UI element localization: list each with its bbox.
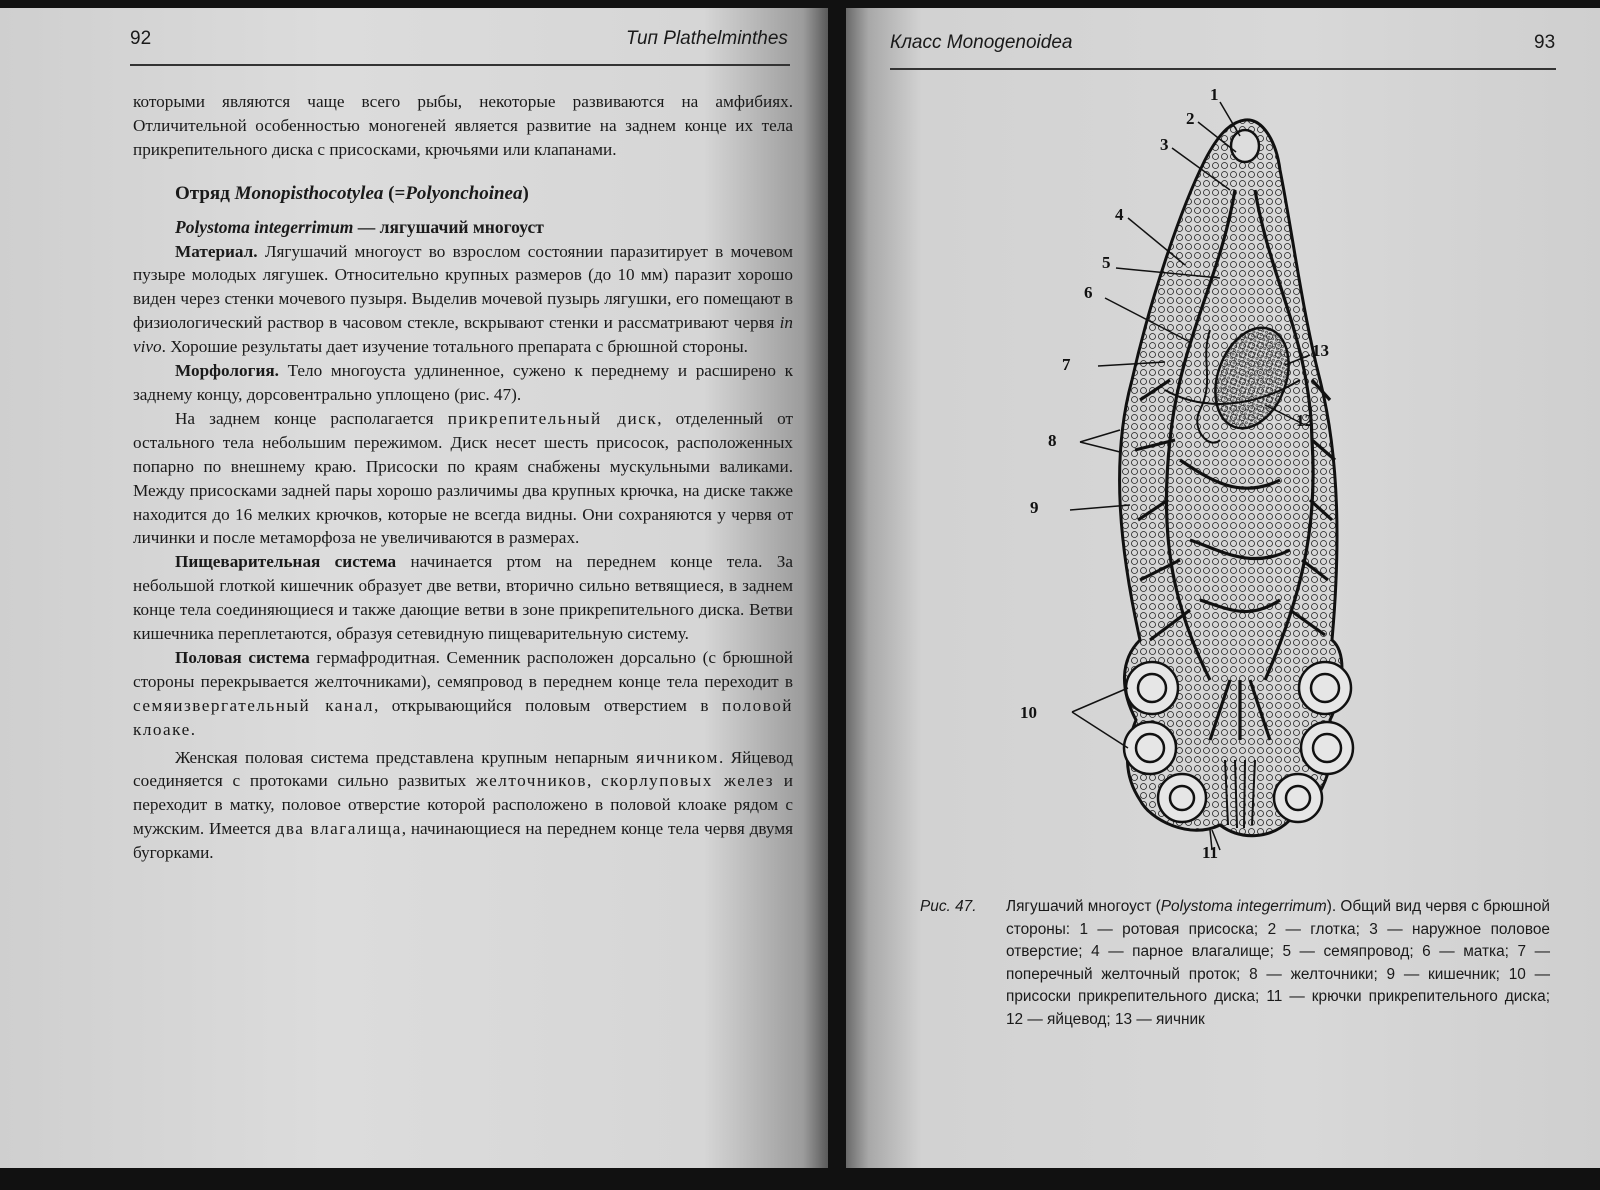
label-7: 7 xyxy=(1062,355,1071,374)
oral-sucker xyxy=(1231,130,1259,162)
label-1: 1 xyxy=(1210,85,1219,104)
morphology-paragraph: Морфология. Тело многоуста удлиненное, сужено к переднему и расширено к заднему концу, дорсовентрально уплощено (рис. 47). xyxy=(133,361,793,404)
figure-caption: Рис. 47. Лягушачий многоуст (Polystoma integerrimum). Общий вид червя с брюшной стороны: 1 — ротовая присоска; 2 — глотка; 3 — наружное половое отверстие; 4 — парное влагалище; 5 — семяпровод; 6 — матка; 7 — поперечный желточный проток; 8 — желточники; 9 — кишечник; 10 — присоски прикрепительного диска; 11 — крючки прикрепительного диска; 12 — яйцевод; 13 — яичник xyxy=(920,898,1550,1028)
material-paragraph: Материал. Лягушачий многоуст во взрослом состоянии паразитирует в мочевом пузыре молодых лягушек. Относительно крупных размеров (до 10 мм) паразит хорошо виден через стенки мочевого пузыря. Выделив мочевой пузырь лягушки, его помещают в физиологический раствор в часовом стекле, вскрывают стенки и рассматривают червя in vivo. Хорошие результаты дает изучение тотального препарата с брюшной стороны. xyxy=(133,241,793,357)
label-8: 8 xyxy=(1048,431,1057,450)
label-6: 6 xyxy=(1084,283,1093,302)
order-heading: Отряд Monopisthocotylea (=Polyonchoinea) xyxy=(175,182,529,204)
intro-paragraph: которыми являются чаще всего рыбы, некоторые развиваются на амфибиях. Отличительной особенностью моногеней является развитие на заднем конце их тела прикрепительного диска с присосками, крючьями или клапанами. xyxy=(133,92,793,159)
caption-items: 1 — ротовая присоска; 2 — глотка; 3 — наружное половое отверстие; 4 — парное влагалище; 5 — семяпровод; 6 — матка; 7 — поперечный желточный проток; 8 — желточники; 9 — кишечник; 10 — присоски прикрепительного диска; 11 — крючки прикрепительного диска; 12 — яйцевод; 13 — яичник xyxy=(1006,920,1550,1028)
header-rule xyxy=(890,68,1556,70)
label-10: 10 xyxy=(1020,703,1037,722)
disk-paragraph: На заднем конце располагается прикрепительный диск, отделенный от остального тела небольшим пережимом. Диск несет шесть присосок, расположенных попарно по внешнему краю. Присоски по краям снабжены мускульными валиками. Между присосками задней пары хорошо различимы два крупных крючка, на диске также находится до 16 мелких крючков, которые не всегда видны. Они сохраняются у червя от личинки и после метаморфоза не увеличиваются в размерах. xyxy=(133,408,793,548)
label-4: 4 xyxy=(1115,205,1124,224)
caption-label: Рис. 47. xyxy=(920,898,977,915)
label-9: 9 xyxy=(1030,498,1039,517)
species-heading: Polystoma integerrimum — лягушачий многоуст xyxy=(175,216,544,237)
body-text xyxy=(133,90,793,865)
label-3: 3 xyxy=(1160,135,1169,154)
page-number: 93 xyxy=(1534,32,1556,53)
digestive-paragraph: Пищеварительная система начинается ртом на переднем конце тела. За небольшой глоткой кишечник образует две ветви, вторично сильно ветвящиеся, в заднем конце тела соединяющиеся и также дающие ветви в зоне прикрепительного диска. Ветви кишечника переплетаются, образуя сетевидную пищеварительную систему. xyxy=(133,552,794,644)
left-page xyxy=(0,8,828,1168)
female-system-paragraph: Женская половая система представлена крупным непарным яичником. Яйцевод соединяется с протоками сильно развитых желточников, скорлуповых желез и переходит в матку, половое отверстие которой расположено в половой клоаке рядом с мужским. Имеется два влагалища, начинающиеся на переднем конце тела червя двумя бугорками. xyxy=(133,747,793,863)
label-12: 12 xyxy=(1296,411,1313,430)
page-number: 92 xyxy=(130,28,152,49)
label-11: 11 xyxy=(1202,843,1219,862)
header-rule xyxy=(130,64,790,66)
label-2: 2 xyxy=(1186,109,1195,128)
reproductive-paragraph: Половая система гермафродитная. Семенник расположен дорсально (с брюшной стороны перекрывается желточниками), семяпровод в переднем конце тела переходит в семяизвергательный канал, открывающийся половым отверстием в половой клоаке. xyxy=(133,647,793,739)
polystoma-figure xyxy=(1020,80,1400,880)
running-head: Тип Plathelminthes xyxy=(626,28,788,49)
running-head: Класс Monogenoidea xyxy=(890,32,1073,53)
label-13: 13 xyxy=(1312,341,1329,360)
label-5: 5 xyxy=(1102,253,1111,272)
